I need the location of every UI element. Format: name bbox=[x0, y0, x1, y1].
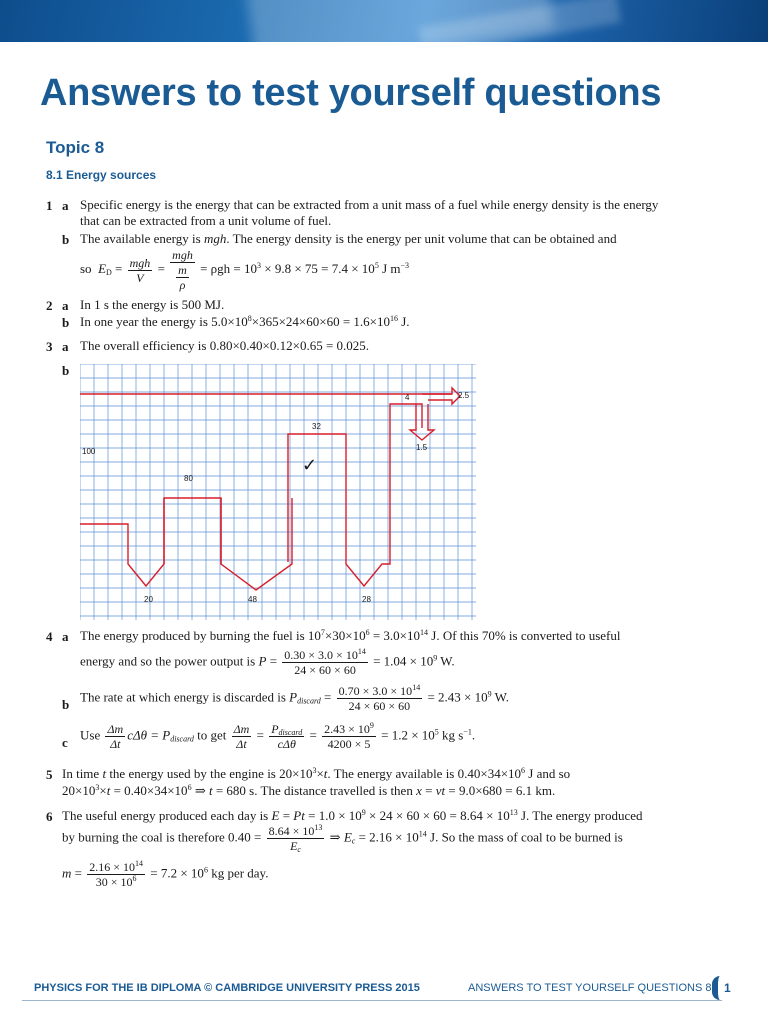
question-number: 4 bbox=[46, 629, 53, 644]
banner-curve bbox=[0, 42, 768, 70]
topic-heading: Topic 8 bbox=[46, 138, 105, 157]
part-label: a bbox=[62, 629, 69, 644]
part-label: a bbox=[62, 298, 69, 313]
stage2-band bbox=[164, 498, 221, 564]
equation: by burning the coal is therefore 0.40 = $\frac{8.64 \times 10^{13}}{E_c}$ ⇒ $E_c = 2.16 \times 10^{14}$ J. So the mass of coal to be burned is bbox=[62, 823, 623, 854]
question-number: 5 bbox=[46, 767, 53, 782]
section-heading: 8.1 Energy sources bbox=[46, 168, 157, 182]
page-number: 1 bbox=[724, 981, 731, 995]
equation: m = $\frac{2.16 \times 10^{14}}{30 \times 10^6}$ = $7.2 \times 10^6$ kg per day. bbox=[62, 859, 269, 889]
answer-text: $20\times 10^3\times t = 0.40\times 34\times 10^6$ ⇒ t = 680 s. The distance travelled is then x = vt = 9.0×680 = 6.1 km. bbox=[62, 783, 556, 798]
question-number: 6 bbox=[46, 809, 53, 824]
footer-section-title: ANSWERS TO TEST YOURSELF QUESTIONS 8 bbox=[468, 982, 712, 994]
flow-label-loss2: 48 bbox=[248, 595, 257, 604]
stage1-band bbox=[80, 498, 292, 590]
question-number: 3 bbox=[46, 339, 53, 354]
part-label: b bbox=[62, 315, 70, 330]
check-mark-icon: ✓ bbox=[302, 455, 318, 476]
equation: The rate at which energy is discarded is $P_{discard}$ = $\frac{0.70 \times 3.0 \times 10^{14}}{24 \times 60 \times 60}$ = $2.43 \times 10^9$ W. bbox=[80, 683, 509, 713]
equation: so $E_D$ = $\frac{\text{mgh}}{V}$ = $\frac{\text{mgh}}{\frac{m}{\rho}}$ = $\rho gh = 10^3 \times 9.8 \times 75 = 7.4 \times 10^5$ J $m^{-3}$ bbox=[80, 248, 409, 292]
answer-text: The energy produced by burning the fuel is $10^7\times 30\times 10^6 = 3.0\times 10^{14}$ J. Of this 70% is converted to useful bbox=[80, 628, 621, 643]
answer-text: that can be extracted from a unit volume of fuel. bbox=[80, 213, 332, 228]
part-label: b bbox=[62, 697, 70, 712]
answer-text: Specific energy is the energy that can be extracted from a unit mass of a fuel while energy density is the energy bbox=[80, 197, 659, 212]
flow-label-stage3: 32 bbox=[312, 422, 321, 431]
header-banner bbox=[0, 0, 768, 70]
flow-label-loss1: 20 bbox=[144, 595, 153, 604]
part-label: a bbox=[62, 198, 69, 213]
flow-label-stage4: 4 bbox=[405, 393, 410, 402]
flow-label-loss4: 1.5 bbox=[416, 443, 428, 452]
page-title: Answers to test yourself questions bbox=[40, 72, 662, 114]
page-number-tab bbox=[712, 976, 768, 1000]
flow-label-stage2: 80 bbox=[184, 474, 193, 483]
sankey-diagram bbox=[80, 364, 476, 620]
part-label: a bbox=[62, 339, 69, 354]
answer-text: The useful energy produced each day is $E = Pt = 1.0 \times 10^9 \times 24 \times 60 \times 60 = 8.64 \times 10^{13}$ J. The energy produced bbox=[62, 808, 643, 823]
flow-label-useful: 2.5 bbox=[458, 391, 470, 400]
question-number: 2 bbox=[46, 298, 53, 313]
flow-label-loss3: 28 bbox=[362, 595, 371, 604]
part-label: b bbox=[62, 363, 70, 378]
equation: energy and so the power output is P = $\frac{0.30 \times 3.0 \times 10^{14}}{24 \times 60 \times 60}$ = $1.04 \times 10^9$ W. bbox=[80, 647, 455, 677]
flow-label-input: 100 bbox=[82, 447, 96, 456]
answer-text: In one year the energy is $5.0\times 10^8\times 365\times 24\times 60\times 60 = 1.6\times 10^{16}$ J. bbox=[80, 314, 410, 329]
part-label: b bbox=[62, 232, 70, 247]
answer-text: The overall efficiency is 0.80×0.40×0.12×0.65 = 0.025. bbox=[80, 338, 370, 353]
footer-divider bbox=[22, 1000, 722, 1001]
answer-text: In time t the energy used by the engine is $20\times 10^3\times t$. The energy available is $0.40\times 34\times 10^6$ J and so bbox=[62, 766, 571, 781]
answer-text: The available energy is mgh. The energy density is the energy per unit volume that can be obtained and bbox=[80, 231, 617, 246]
useful-arrow bbox=[422, 388, 460, 404]
grid-lines bbox=[80, 364, 476, 620]
footer-copyright: PHYSICS FOR THE IB DIPLOMA © CAMBRIDGE UNIVERSITY PRESS 2015 bbox=[34, 982, 420, 994]
answer-text: In 1 s the energy is 500 MJ. bbox=[80, 297, 225, 312]
question-number: 1 bbox=[46, 198, 53, 213]
equation: Use $\frac{\Delta m}{\Delta t}$ $c\Delta\theta = P_{discard}$ to get $\frac{\Delta m}{\Delta t}$ = $\frac{P_{discard}}{\text{cΔθ}}$ = $\frac{2.43 \times 10^9}{4200 \times 5}$ = $1.2 \times 10^5$ kg $s^{-1}$. bbox=[80, 721, 476, 751]
part-label: c bbox=[62, 735, 68, 750]
